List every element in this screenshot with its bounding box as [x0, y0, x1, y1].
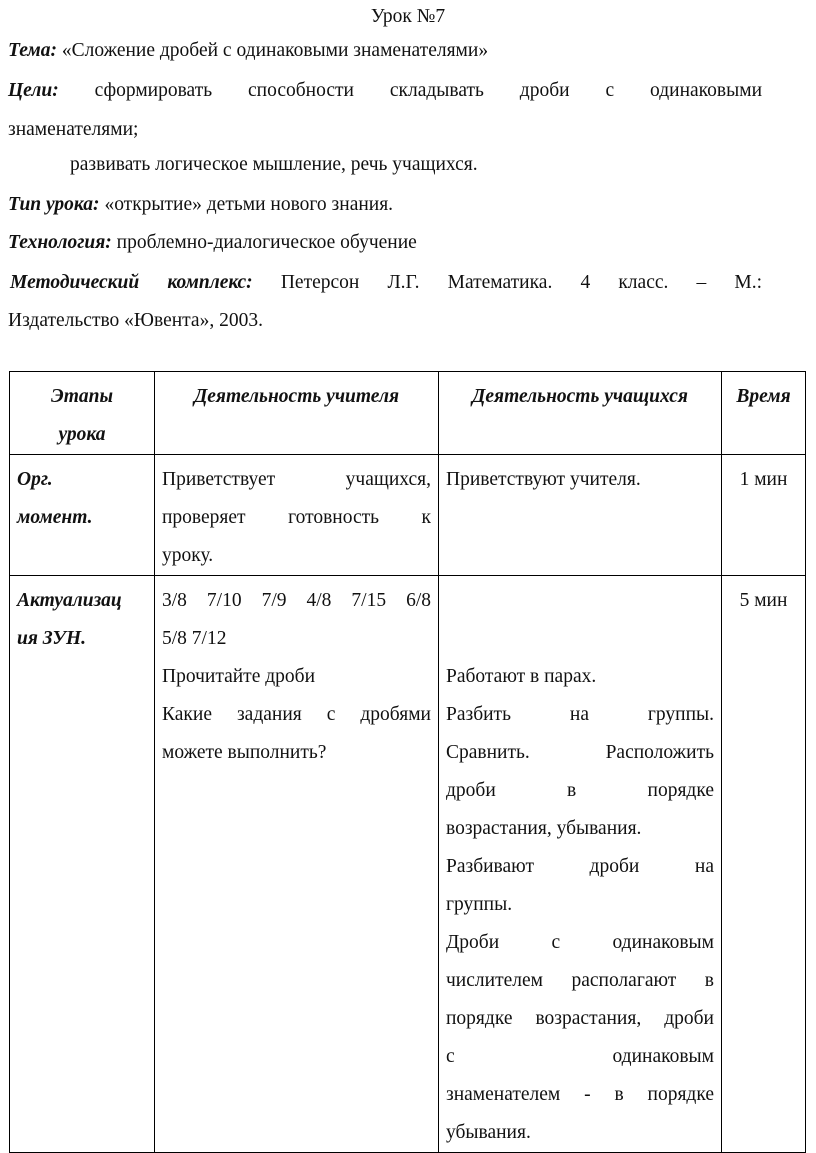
- stage-cell: Орг. момент.: [10, 455, 155, 576]
- goals-text-3: развивать логическое мышление, речь учащихся.: [70, 154, 478, 175]
- table-row: [10, 455, 806, 576]
- technology-line: [8, 230, 762, 256]
- topic-value: «Сложение дробей с одинаковыми знаменателями»: [61, 40, 489, 61]
- teacher-cell: 3/8 7/10 7/9 4/8 7/15 6/8 5/8 7/12 Прочитайте дроби Какие задания с дробями можете выполнить?: [155, 576, 439, 1153]
- method-line: [10, 270, 762, 296]
- lesson-plan-table: [9, 371, 806, 1153]
- fractions-list: 3/8 7/10 7/9 4/8 7/15 6/8: [162, 590, 431, 611]
- technology-value: проблемно-диалогическое обучение: [116, 232, 417, 253]
- students-cell: Работают в парах. Разбить на группы. Сравнить. Расположить дроби в порядке возрастания, убывания. Разбивают дроби на группы. Дроби с одинаковым числителем располагают в порядке возрастания, дроби с одинаковым знаменателем - в порядке убывания.: [439, 576, 722, 1153]
- header-time: Время: [722, 372, 806, 455]
- lesson-type-line: [8, 192, 762, 218]
- goals-label: Цели:: [8, 80, 59, 101]
- technology-label: Технология:: [8, 232, 112, 253]
- goals-text-1: сформировать способности складывать дроби с одинаковыми: [94, 80, 762, 101]
- table-header-row: [10, 372, 806, 455]
- method-text-1: Петерсон Л.Г. Математика. 4 класс. – М.:: [280, 272, 763, 293]
- lesson-type-value: «открытие» детьми нового знания.: [104, 194, 394, 215]
- time-cell: 1 мин: [722, 455, 806, 576]
- stage-cell: Актуализац ия ЗУН.: [10, 576, 155, 1153]
- students-cell: Приветствуют учителя.: [439, 455, 722, 576]
- header-stage: Этапы урока: [10, 372, 155, 455]
- method-label: Методический комплекс:: [10, 272, 253, 293]
- teacher-cell: Приветствует учащихся, проверяет готовность к уроку.: [155, 455, 439, 576]
- goals-text-2: знаменателями;: [8, 119, 139, 140]
- table-row: [10, 576, 806, 1153]
- header-students: Деятельность учащихся: [439, 372, 722, 455]
- header-teacher: Деятельность учителя: [155, 372, 439, 455]
- topic-label: Тема:: [8, 40, 57, 61]
- time-cell: 5 мин: [722, 576, 806, 1153]
- method-text-2: Издательство «Ювента», 2003.: [8, 310, 263, 331]
- topic-line: [8, 38, 762, 64]
- goals-line: [8, 78, 762, 104]
- lesson-type-label: Тип урока:: [8, 194, 100, 215]
- lesson-title: Урок №7: [370, 6, 446, 27]
